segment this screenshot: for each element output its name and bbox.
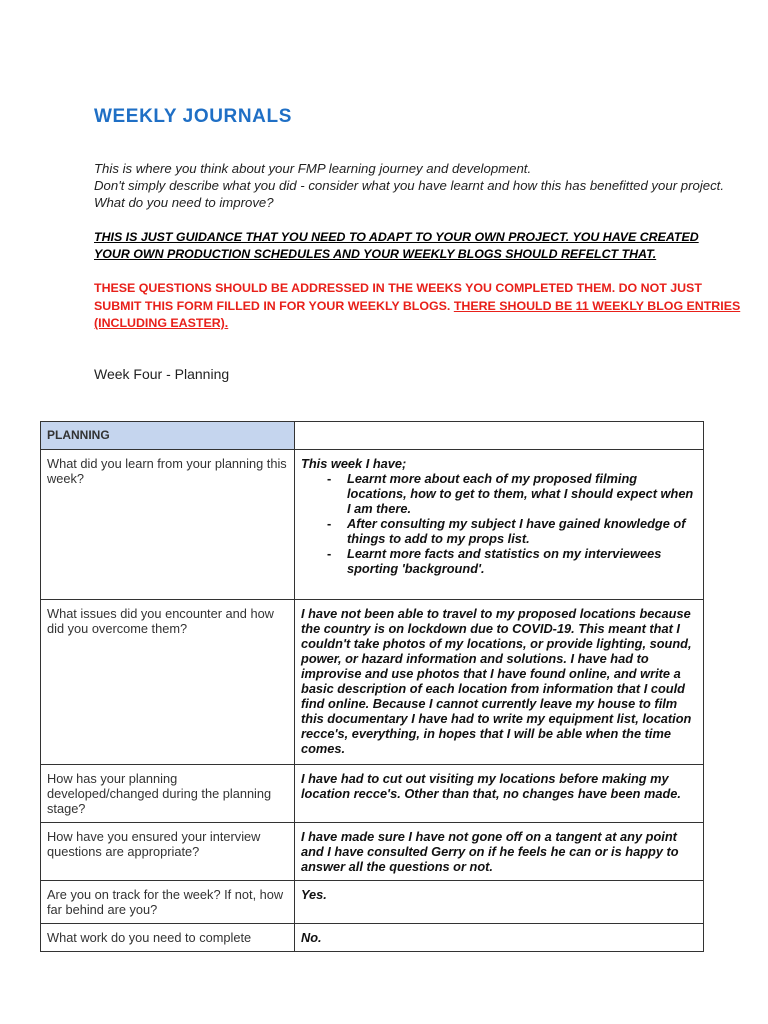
- answer-cell: I have not been able to travel to my proposed locations because the country is on lockdown due to COVID-19. This meant that I couldn't take photos of my locations, or provide lighting, sound, power, or hazard information and solutions. I have had to improvise and use photos that I have found online, and write a basic description of each location from information that I could find online. Because I cannot currently leave my house to film this documentary I have had to write my equipment list, location recce's, everything, in hopes that I will be able when the time comes.: [295, 600, 704, 765]
- table-row: [41, 600, 704, 765]
- table-header-empty-cell: [295, 422, 704, 450]
- table-row: [41, 765, 704, 823]
- answer-bullet: - After consulting my subject I have gained knowledge of things to add to my props list.: [301, 516, 697, 546]
- answer-bullet-list: [301, 471, 697, 576]
- week-heading: Week Four - Planning: [94, 366, 230, 382]
- answer-cell: [295, 450, 704, 600]
- table-header-cell: PLANNING: [41, 422, 295, 450]
- warning-underlined-text: THERE SHOULD BE 11 WEEKLY BLOG ENTRIES (INCLUDING EASTER).: [94, 298, 741, 330]
- intro-text: [94, 160, 724, 211]
- question-cell: How have you ensured your interview questions are appropriate?: [41, 823, 295, 881]
- page-title: WEEKLY JOURNALS: [94, 106, 292, 127]
- question-cell: Are you on track for the week? If not, how far behind are you?: [41, 881, 295, 924]
- table-row: [41, 924, 704, 952]
- question-cell: What did you learn from your planning this week?: [41, 450, 295, 600]
- answer-cell: I have made sure I have not gone off on a tangent at any point and I have consulted Gerry on if he feels he can or is happy to answer all the questions or not.: [295, 823, 704, 881]
- question-cell: How has your planning developed/changed during the planning stage?: [41, 765, 295, 823]
- answer-bullet: - Learnt more about each of my proposed filming locations, how to get to them, what I should expect when I am there.: [301, 471, 697, 516]
- question-cell: What work do you need to complete: [41, 924, 295, 952]
- intro-line-2: Don't simply describe what you did - consider what you have learnt and how this has benefitted your project. What do you need to improve?: [94, 178, 724, 210]
- table-row: [41, 823, 704, 881]
- table-row: [41, 450, 704, 600]
- planning-table: [40, 421, 704, 952]
- table-row: [41, 881, 704, 924]
- warning-note: [94, 280, 744, 333]
- answer-cell: I have had to cut out visiting my locations before making my location recce's. Other than that, no changes have been made.: [295, 765, 704, 823]
- answer-bullet: - Learnt more facts and statistics on my interviewees sporting 'background'.: [301, 546, 697, 576]
- question-cell: What issues did you encounter and how did you overcome them?: [41, 600, 295, 765]
- answer-cell: Yes.: [295, 881, 704, 924]
- guidance-note: THIS IS JUST GUIDANCE THAT YOU NEED TO ADAPT TO YOUR OWN PROJECT. YOU HAVE CREATED YOUR OWN PRODUCTION SCHEDULES AND YOUR WEEKLY BLOGS SHOULD REFELCT THAT.: [94, 230, 699, 261]
- warning-text: THESE QUESTIONS SHOULD BE ADDRESSED IN THE WEEKS YOU COMPLETED THEM. DO NOT JUST SUBMIT THIS FORM FILLED IN FOR YOUR WEEKLY BLOGS.: [94, 281, 702, 313]
- answer-cell: No.: [295, 924, 704, 952]
- intro-line-1: This is where you think about your FMP learning journey and development.: [94, 161, 532, 176]
- table-header-row: [41, 422, 704, 450]
- answer-intro: This week I have;: [301, 456, 407, 471]
